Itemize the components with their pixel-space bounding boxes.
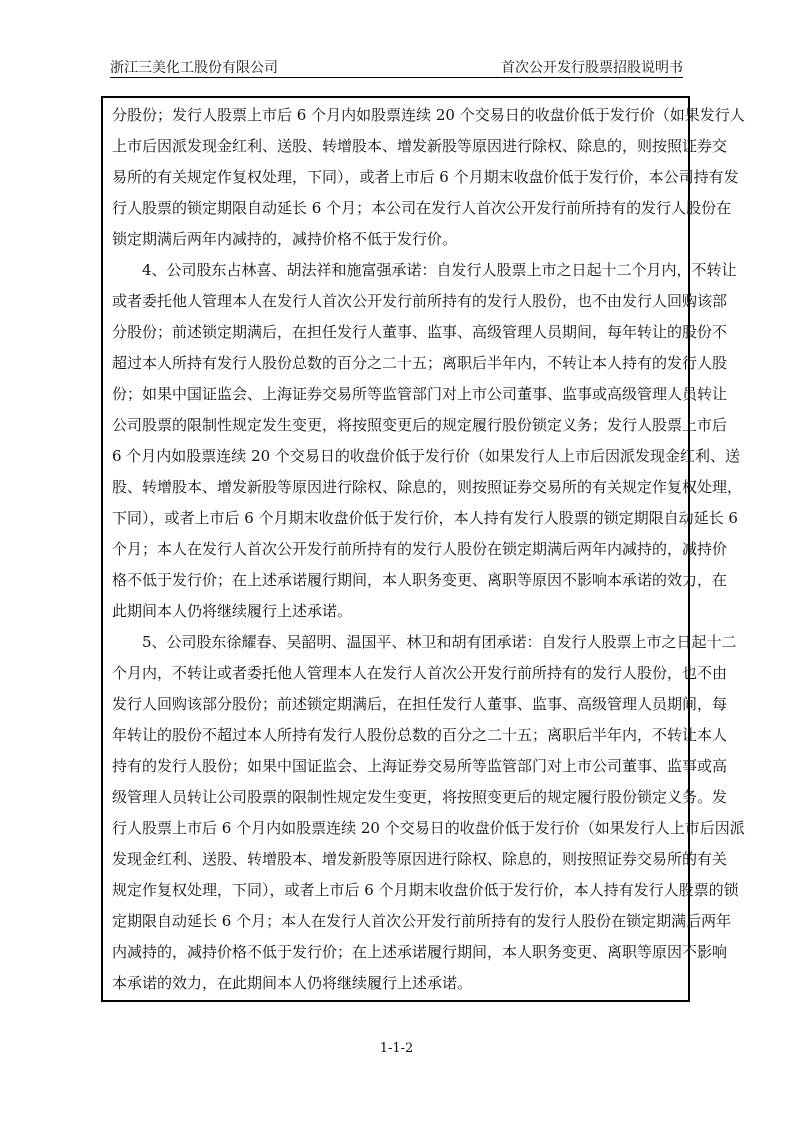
text-line: 超过本人所持有发行人股份总数的百分之二十五；离职后半年内，不转让本人持有的发行人股 (112, 354, 728, 372)
text-line: 发现金红利、送股、转增股本、增发新股等原因进行除权、除息的，则按照证券交易所的有关 (112, 850, 728, 868)
text-line: 分股份；发行人股票上市后 6 个月内如股票连续 20 个交易日的收盘价低于发行价（如果发行人 (112, 106, 745, 124)
text-line: 本承诺的效力，在此期间本人仍将继续履行上述承诺。 (112, 974, 473, 992)
text-line: 发行人回购该部分股份；前述锁定期满后，在担任发行人董事、监事、高级管理人员期间，每 (112, 695, 728, 713)
text-line: 份；如果中国证监会、上海证券交易所等监管部门对上市公司董事、监事或高级管理人员转让 (112, 385, 728, 403)
text-line: 上市后因派发现金红利、送股、转增股本、增发新股等原因进行除权、除息的，则按照证券交 (112, 137, 728, 155)
text-line: 股、转增股本、增发新股等原因进行除权、除息的，则按照证券交易所的有关规定作复权处理， (112, 478, 743, 496)
company-name: 浙江三美化工股份有限公司 (110, 60, 278, 76)
page-number: 1-1-2 (379, 1041, 414, 1056)
text-line: 持有的发行人股份；如果中国证监会、上海证券交易所等监管部门对上市公司董事、监事或高 (112, 757, 728, 775)
text-line: 6 个月内如股票连续 20 个交易日的收盘价低于发行价（如果发行人上市后因派发现金红利、送 (112, 447, 740, 465)
text-line: 内减持的，减持价格不低于发行价；在上述承诺履行期间，本人职务变更、离职等原因不影响 (112, 943, 728, 961)
paragraph (112, 627, 745, 999)
text-line: 年转让的股份不超过本人所持有发行人股份总数的百分之二十五；离职后半年内，不转让本人 (112, 726, 728, 744)
content-table-cell (101, 96, 745, 1002)
text-line: 易所的有关规定作复权处理，下同），或者上市后 6 个月期末收盘价低于发行价，本公司持有发 (112, 168, 739, 186)
text-line: 锁定期满后两年内减持的，减持价格不低于发行价。 (112, 230, 458, 248)
text-line: 个月；本人在发行人首次公开发行前所持有的发行人股份在锁定期满后两年内减持的，减持价 (112, 540, 728, 558)
text-line: 行人股票的锁定期限自动延长 6 个月；本公司在发行人首次公开发行前所持有的发行人股份在 (112, 199, 732, 217)
text-line: 格不低于发行价；在上述承诺履行期间，本人职务变更、离职等原因不影响本承诺的效力，在 (112, 571, 728, 589)
text-line: 分股份；前述锁定期满后，在担任发行人董事、监事、高级管理人员期间，每年转让的股份不 (112, 323, 728, 341)
text-line: 或者委托他人管理本人在发行人首次公开发行前所持有的发行人股份，也不由发行人回购该部 (112, 292, 728, 310)
paragraph (112, 100, 745, 255)
text-line: 4、公司股东占林喜、胡法祥和施富强承诺：自发行人股票上市之日起十二个月内，不转让 (142, 261, 737, 279)
text-line: 行人股票上市后 6 个月内如股票连续 20 个交易日的收盘价低于发行价（如果发行人上市后因派 (112, 819, 745, 837)
text-line: 下同），或者上市后 6 个月期末收盘价低于发行价，本人持有发行人股票的锁定期限自动延长 6 (112, 509, 738, 527)
text-line: 5、公司股东徐耀春、吴韶明、温国平、林卫和胡有团承诺：自发行人股票上市之日起十二 (142, 633, 737, 651)
text-line: 公司股票的限制性规定发生变更，将按照变更后的规定履行股份锁定义务；发行人股票上市后 (112, 416, 728, 434)
text-line: 个月内，不转让或者委托他人管理本人在发行人首次公开发行前所持有的发行人股份，也不由 (112, 664, 728, 682)
paragraph (112, 255, 743, 627)
text-line: 规定作复权处理，下同），或者上市后 6 个月期末收盘价低于发行价，本人持有发行人股票的锁 (112, 881, 739, 899)
text-line: 定期限自动延长 6 个月；本人在发行人首次公开发行前所持有的发行人股份在锁定期满后两年 (112, 912, 732, 930)
body-text (112, 100, 745, 999)
document-title: 首次公开发行股票招股说明书 (501, 60, 683, 76)
text-line: 此期间本人仍将继续履行上述承诺。 (112, 602, 353, 620)
page-header (110, 57, 683, 78)
text-line: 级管理人员转让公司股票的限制性规定发生变更，将按照变更后的规定履行股份锁定义务。发 (112, 788, 728, 806)
